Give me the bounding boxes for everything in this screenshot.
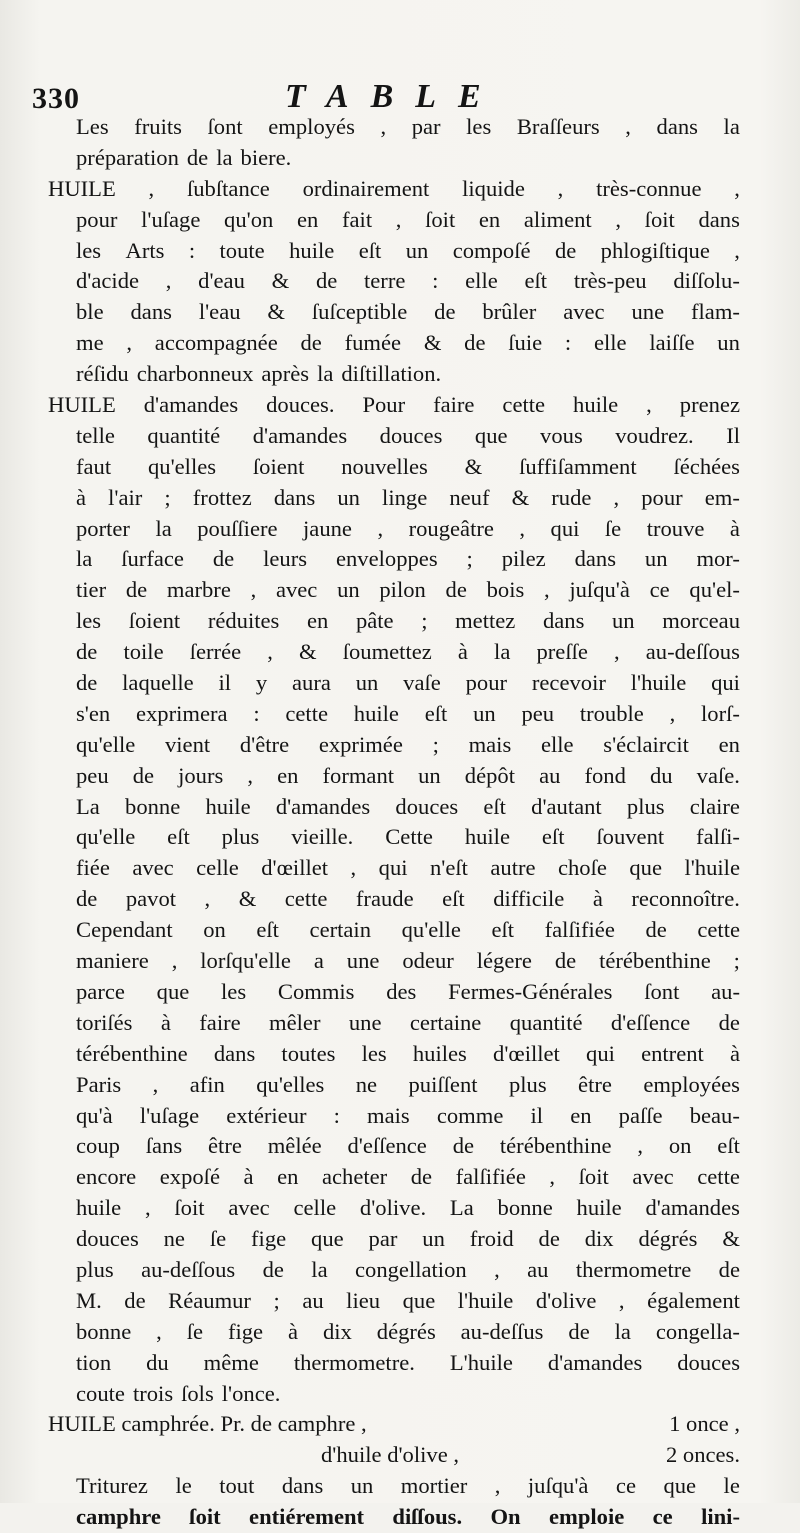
text-line: ble dans l'eau & ſuſceptible de brûler avec une flam-: [76, 299, 740, 325]
recipe-line: [48, 1409, 740, 1440]
text-line: Cependant on eſt certain qu'elle eſt falſifiée de cette: [76, 917, 740, 943]
text-line: pour l'uſage qu'on en fait , ſoit en aliment , ſoit dans: [76, 206, 740, 232]
text-line: camphre ſoit entiérement diſſous. On emploie ce lini-: [76, 1504, 740, 1530]
text-line: peu de jours , en formant un dépôt au fond du vaſe.: [76, 762, 740, 788]
running-title: TABLE: [285, 78, 503, 115]
text-line: Triturez le tout dans un mortier , juſqu'à ce que le: [76, 1473, 740, 1499]
text-line: plus au-deſſous de la congellation , au thermometre de: [76, 1256, 740, 1282]
recipe-line: [76, 1440, 740, 1471]
text-line: de laquelle il y aura un vaſe pour recevoir l'huile qui: [76, 670, 740, 696]
text-line: telle quantité d'amandes douces que vous voudrez. Il: [76, 422, 740, 448]
text-line: M. de Réaumur ; au lieu que l'huile d'olive , également: [76, 1287, 740, 1313]
recipe-indent: [76, 1440, 321, 1471]
text-line: réſidu charbonneux après la diſtillation.: [76, 361, 442, 387]
text-line: tier de marbre , avec un pilon de bois , juſqu'à ce qu'el-: [76, 577, 740, 603]
text-line: me , accompagnée de fumée & de ſuie : elle laiſſe un: [76, 330, 740, 356]
text-line: préparation de la biere.: [76, 144, 292, 170]
text-line: tion du même thermometre. L'huile d'amandes douces: [76, 1349, 740, 1375]
text-line: huile , ſoit avec celle d'olive. La bonne huile d'amandes: [76, 1195, 740, 1221]
text-line: toriſés à faire mêler une certaine quantité d'eſſence de: [76, 1009, 740, 1035]
text-line: les Arts : toute huile eſt un compoſé de phlogiſtique ,: [76, 237, 740, 263]
text-line: qu'à l'uſage extérieur : mais comme il en paſſe beau-: [76, 1102, 740, 1128]
body-text: [48, 112, 740, 1533]
text-line: parce que les Commis des Fermes-Générales ſont au-: [76, 978, 740, 1004]
text-line: les ſoient réduites en pâte ; mettez dans un morceau: [76, 608, 740, 634]
text-line: douces ne ſe fige que par un froid de dix dégrés &: [76, 1226, 740, 1252]
text-line: s'en exprimera : cette huile eſt un peu trouble , lorſ-: [76, 700, 740, 726]
text-line: HUILE , ſubſtance ordinairement liquide , très-connue ,: [48, 175, 740, 201]
text-line: qu'elle vient d'être exprimée ; mais elle s'éclaircit en: [76, 731, 740, 757]
text-line: encore expoſé à en acheter de falſifiée , ſoit avec cette: [76, 1164, 740, 1190]
text-line: porter la pouſſiere jaune , rougeâtre , qui ſe trouve à: [76, 515, 740, 541]
recipe-ingredient: d'huile d'olive ,: [321, 1442, 460, 1468]
text-line: bonne , ſe fige à dix dégrés au-deſſus de la congella-: [76, 1318, 740, 1344]
text-line: Les fruits ſont employés , par les Braſſeurs , dans la: [76, 114, 740, 139]
text-line: La bonne huile d'amandes douces eſt d'autant plus claire: [76, 793, 740, 819]
recipe-quantity: 1 once ,: [669, 1411, 740, 1437]
recipe-quantity: 2 onces.: [665, 1442, 740, 1468]
text-line: térébenthine dans toutes les huiles d'œillet qui entrent à: [76, 1040, 740, 1066]
text-line: coute trois ſols l'once.: [76, 1380, 281, 1406]
text-line: fiée avec celle d'œillet , qui n'eſt autre choſe que l'huile: [76, 855, 740, 881]
text-line: coup ſans être mêlée d'eſſence de térébenthine , on eſt: [76, 1133, 740, 1159]
text-line: qu'elle eſt plus vieille. Cette huile eſt ſouvent falſi-: [76, 824, 740, 850]
text-line: de pavot , & cette fraude eſt difficile à reconnoître.: [76, 886, 740, 912]
recipe-heading: HUILE camphrée. Pr. de camphre ,: [48, 1411, 367, 1437]
text-line: la ſurface de leurs enveloppes ; pilez dans un mor-: [76, 546, 740, 572]
page-number: 330: [32, 82, 80, 115]
text-line: d'acide , d'eau & de terre : elle eſt très-peu diſſolu-: [76, 268, 740, 294]
text-line: de toile ſerrée , & ſoumettez à la preſſe , au-deſſous: [76, 639, 740, 665]
text-line: faut qu'elles ſoient nouvelles & ſuffiſamment ſéchées: [76, 453, 740, 479]
text-line: HUILE d'amandes douces. Pour faire cette huile , prenez: [48, 392, 740, 418]
text-line: à l'air ; frottez dans un linge neuf & rude , pour em-: [76, 484, 740, 510]
text-line: Paris , afin qu'elles ne puiſſent plus être employées: [76, 1071, 740, 1097]
text-line: maniere , lorſqu'elle a une odeur légere de térébenthine ;: [76, 948, 740, 974]
